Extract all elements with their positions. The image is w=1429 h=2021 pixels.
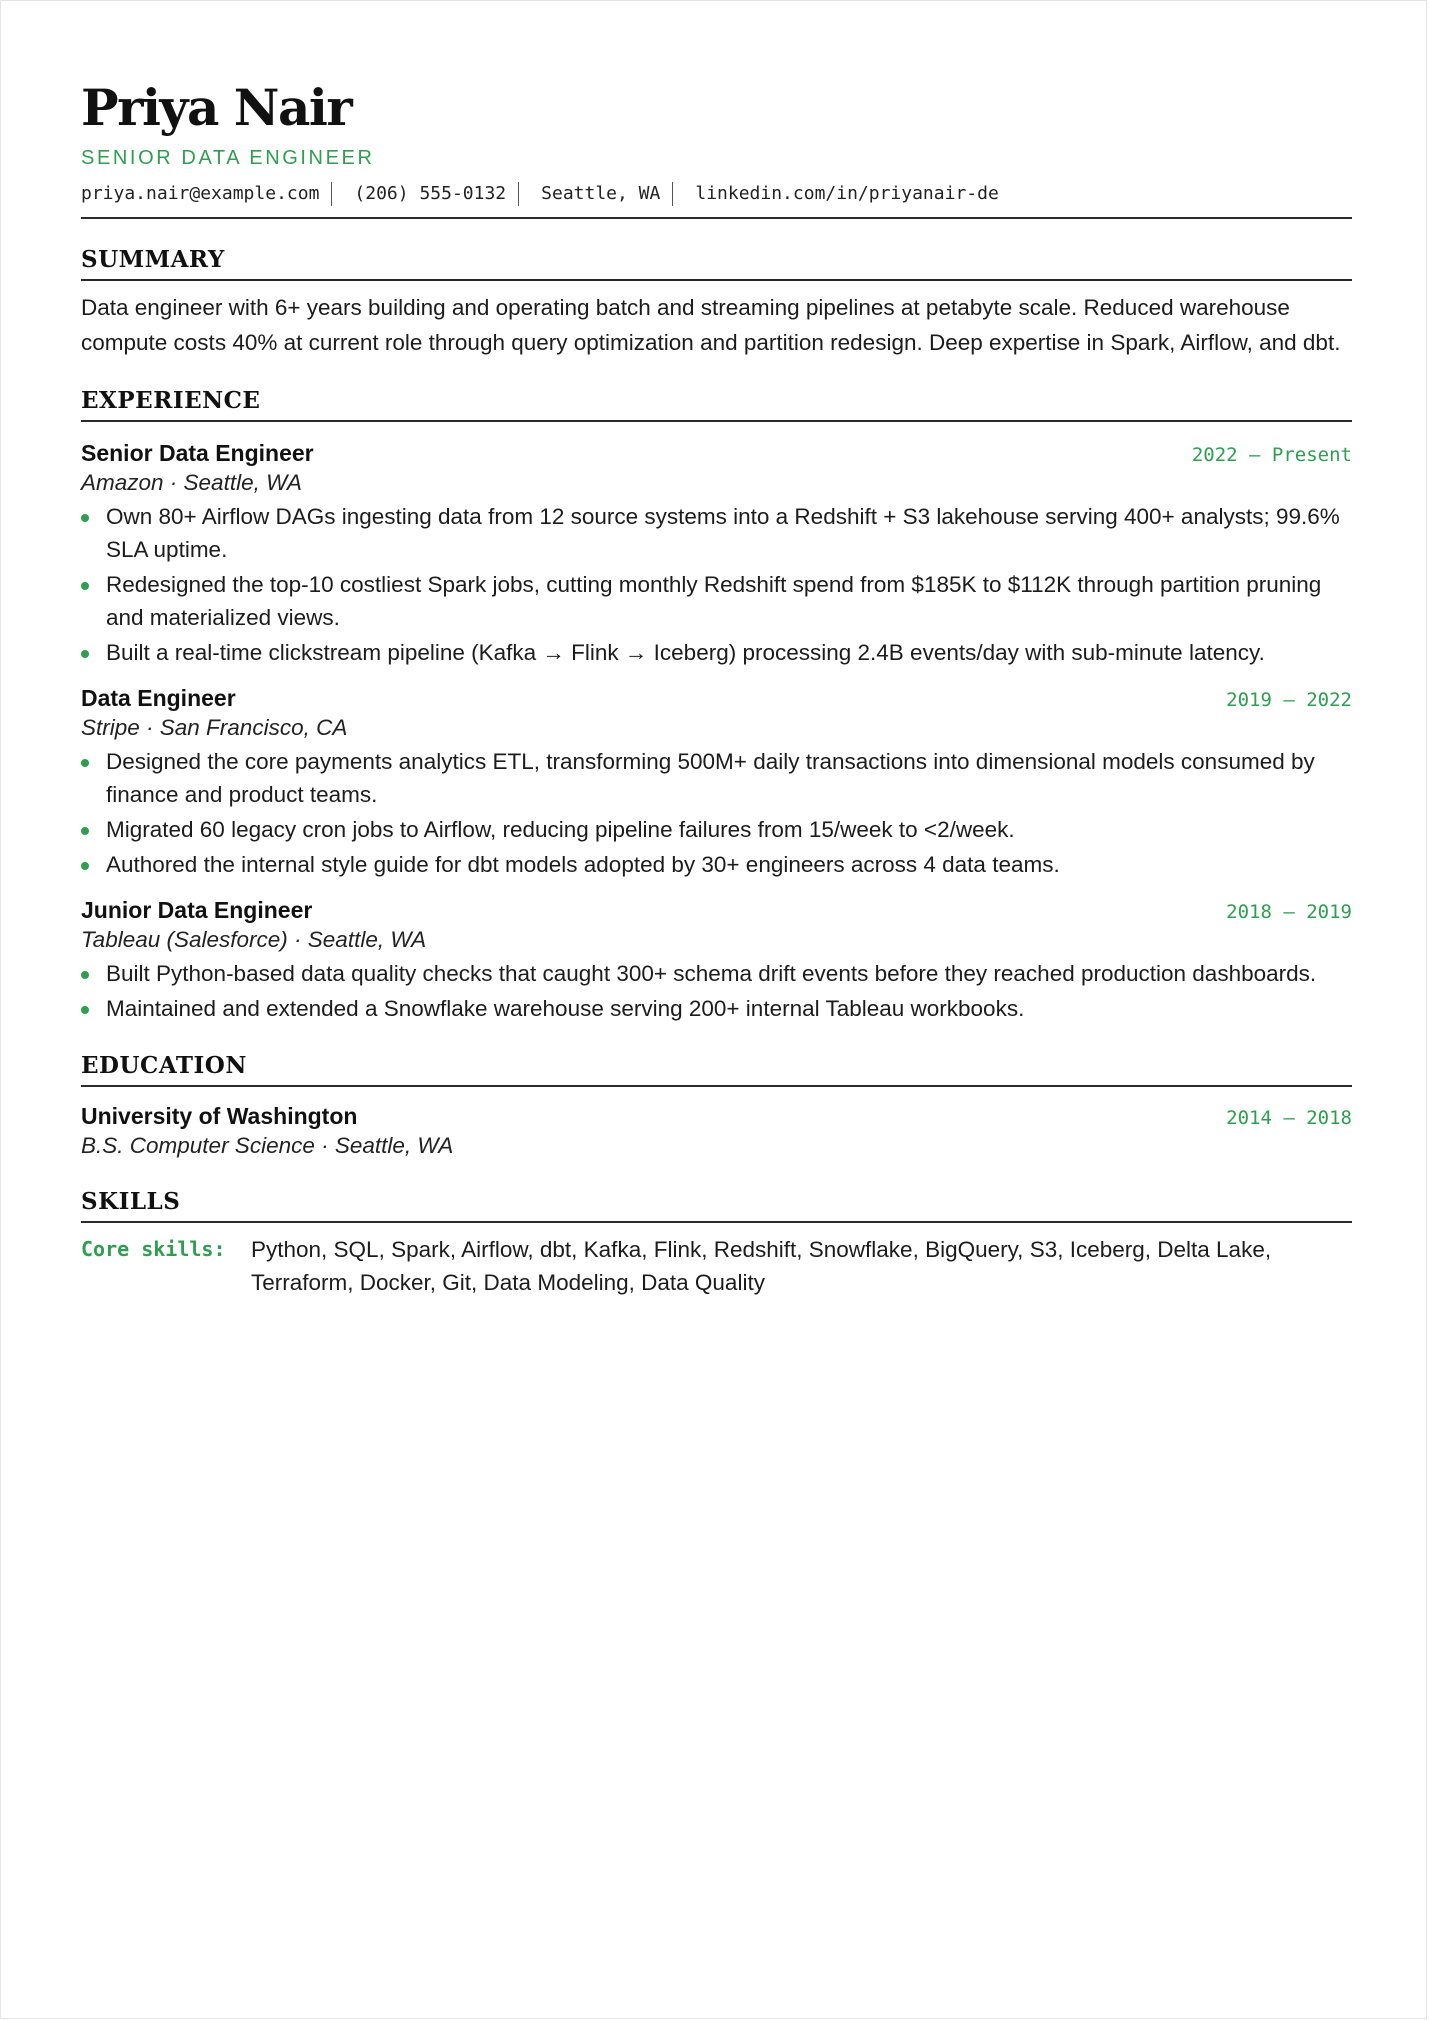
job-company: Stripe · San Francisco, CA bbox=[81, 715, 348, 740]
bullet-text: Migrated 60 legacy cron jobs to Airflow, reducing pipeline failures from 15/week to <2/week. bbox=[106, 817, 1015, 842]
education-entry bbox=[81, 1101, 1352, 1161]
job-header bbox=[81, 438, 1352, 468]
bullet-item bbox=[81, 848, 1352, 881]
resume-content bbox=[81, 77, 1352, 1299]
job-company: Amazon · Seattle, WA bbox=[81, 470, 302, 495]
section-title-skills: SKILLS bbox=[81, 1187, 1352, 1223]
bullet-text: Built Python-based data quality checks that caught 300+ schema drift events before they reached production dashboards. bbox=[106, 961, 1317, 986]
job-dates: 2022 – Present bbox=[1191, 444, 1352, 466]
bullet-dot-icon bbox=[81, 514, 89, 522]
job-title: Data Engineer bbox=[81, 685, 236, 711]
bullet-item bbox=[81, 636, 1352, 669]
contact-divider bbox=[331, 182, 332, 206]
skills-section bbox=[81, 1187, 1352, 1299]
job-dates: 2019 – 2022 bbox=[1226, 689, 1352, 711]
bullet-text: Designed the core payments analytics ETL, transforming 500M+ daily transactions into dimensional models consumed by finance and product teams. bbox=[106, 749, 1315, 807]
job-list bbox=[81, 438, 1352, 1025]
job-entry-stripe bbox=[81, 683, 1352, 881]
job-dates: 2018 – 2019 bbox=[1226, 901, 1352, 923]
candidate-headline: SENIOR DATA ENGINEER bbox=[81, 147, 375, 169]
summary-text: Data engineer with 6+ years building and operating batch and streaming pipelines at petabyte scale. Reduced warehouse compute costs 40% at current role through query optimization and partition redesign. Deep expertise in Spark, Airflow, and dbt. bbox=[81, 295, 1341, 355]
skills-list: Python, SQL, Spark, Airflow, dbt, Kafka, Flink, Redshift, Snowflake, BigQuery, S3, Iceberg, Delta Lake, Terraform, Docker, Git, Data Modeling, Data Quality bbox=[251, 1237, 1272, 1295]
bullet-item bbox=[81, 957, 1352, 990]
bullet-item bbox=[81, 813, 1352, 846]
bullet-text: Redesigned the top-10 costliest Spark jobs, cutting monthly Redshift spend from $185K to $112K through partition pruning and materialized views. bbox=[106, 572, 1322, 630]
bullet-dot-icon bbox=[81, 827, 89, 835]
bullet-item bbox=[81, 745, 1352, 811]
bullet-dot-icon bbox=[81, 862, 89, 870]
education-header bbox=[81, 1101, 1352, 1131]
experience-section bbox=[81, 386, 1352, 1025]
education-school: University of Washington bbox=[81, 1103, 358, 1129]
bullet-item bbox=[81, 992, 1352, 1025]
bullet-text: Built a real-time clickstream pipeline (Kafka → Flink → Iceberg) processing 2.4B events/day with sub-minute latency. bbox=[106, 640, 1265, 665]
job-header bbox=[81, 895, 1352, 925]
contact-divider bbox=[518, 182, 519, 206]
job-title: Junior Data Engineer bbox=[81, 897, 313, 923]
job-header bbox=[81, 683, 1352, 713]
education-degree: B.S. Computer Science · Seattle, WA bbox=[81, 1133, 454, 1158]
bullet-dot-icon bbox=[81, 759, 89, 767]
contact-email[interactable]: priya.nair@example.com bbox=[81, 183, 320, 204]
section-title-education: EDUCATION bbox=[81, 1051, 1352, 1087]
bullet-dot-icon bbox=[81, 582, 89, 590]
bullet-text: Maintained and extended a Snowflake warehouse serving 200+ internal Tableau workbooks. bbox=[106, 996, 1025, 1021]
education-dates: 2014 – 2018 bbox=[1226, 1107, 1352, 1129]
job-company: Tableau (Salesforce) · Seattle, WA bbox=[81, 927, 427, 952]
contact-phone[interactable]: (206) 555-0132 bbox=[354, 183, 507, 204]
bullet-dot-icon bbox=[81, 1006, 89, 1014]
contact-linkedin[interactable]: linkedin.com/in/priyanair-de bbox=[695, 183, 999, 204]
skills-row bbox=[81, 1233, 1352, 1299]
job-title: Senior Data Engineer bbox=[81, 440, 314, 466]
summary-section bbox=[81, 245, 1352, 360]
bullet-item bbox=[81, 500, 1352, 566]
bullet-text: Own 80+ Airflow DAGs ingesting data from 12 source systems into a Redshift + S3 lakehouse serving 400+ analysts; 99.6% SLA uptime. bbox=[106, 504, 1340, 562]
bullet-text: Authored the internal style guide for dbt models adopted by 30+ engineers across 4 data teams. bbox=[106, 852, 1060, 877]
bullet-item bbox=[81, 568, 1352, 634]
contact-divider bbox=[672, 182, 673, 206]
job-bullets bbox=[81, 500, 1352, 669]
job-entry-tableau bbox=[81, 895, 1352, 1025]
bullet-dot-icon bbox=[81, 971, 89, 979]
section-title-experience: EXPERIENCE bbox=[81, 386, 1352, 422]
skills-label: Core skills: bbox=[81, 1237, 226, 1261]
education-section bbox=[81, 1051, 1352, 1161]
job-bullets bbox=[81, 957, 1352, 1025]
job-bullets bbox=[81, 745, 1352, 881]
section-title-summary: SUMMARY bbox=[81, 245, 1352, 281]
job-entry-amazon bbox=[81, 438, 1352, 669]
contact-bar bbox=[81, 181, 1352, 219]
contact-location: Seattle, WA bbox=[541, 183, 661, 204]
candidate-name: Priya Nair bbox=[81, 78, 352, 137]
bullet-dot-icon bbox=[81, 650, 89, 658]
